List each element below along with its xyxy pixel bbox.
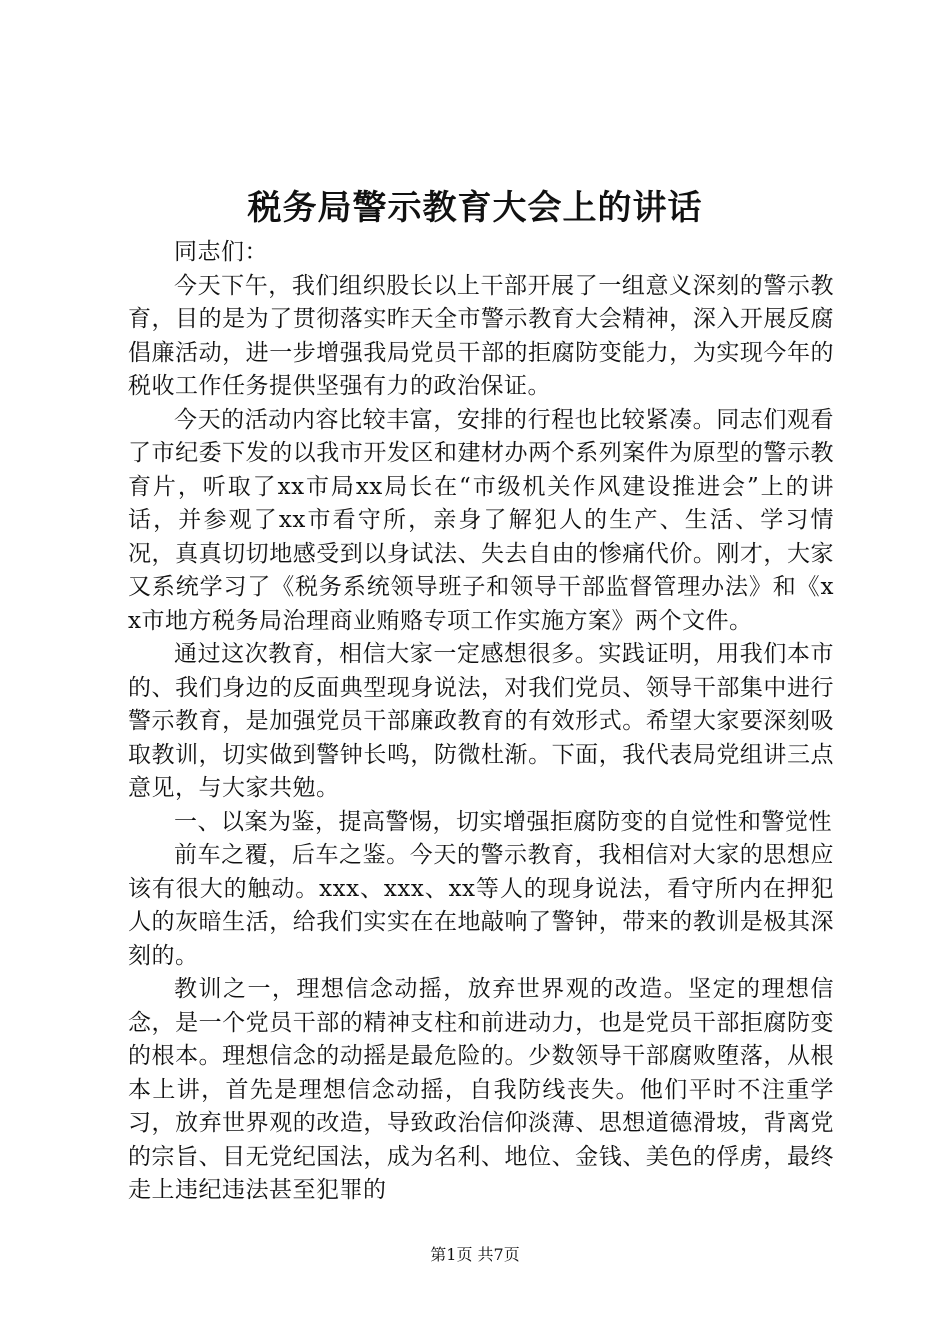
paragraph: 今天的活动内容比较丰富，安排的行程也比较紧凑。同志们观看了市纪委下发的以我市开发区和建材办两个系列案件为原型的警示教育片，听取了xx市局xx局长在“市级机关作风建设推进会”上的讲话，并参观了xx市看守所，亲身了解犯人的生产、生活、学习情况，真真切切地感受到以身试法、失去自由的惨痛代价。刚才，大家又系统学习了《税务系统领导班子和领导干部监督管理办法》和《xx市地方税务局治理商业贿赂专项工作实施方案》两个文件。 — [128, 406, 834, 634]
paragraph: 今天下午，我们组织股长以上干部开展了一组意义深刻的警示教育，目的是为了贯彻落实昨天全市警示教育大会精神，深入开展反腐倡廉活动，进一步增强我局党员干部的拒腐防变能力，为实现今年的税收工作任务提供坚强有力的政治保证。 — [128, 272, 834, 399]
salutation: 同志们： — [174, 239, 268, 265]
document-title: 税务局警示教育大会上的讲话 — [247, 188, 703, 228]
document-body — [128, 236, 834, 1208]
page-number-footer: 第1页 共7页 — [430, 1245, 520, 1264]
paragraph: 教训之一，理想信念动摇，放弃世界观的改造。坚定的理想信念，是一个党员干部的精神支柱和前进动力，也是党员干部拒腐防变的根本。理想信念的动摇是最危险的。少数领导干部腐败堕落，从根本上讲，首先是理想信念动摇，自我防线丧失。他们平时不注重学习，放弃世界观的改造，导致政治信仰淡薄、思想道德滑坡，背离党的宗旨、目无党纪国法，成为名利、地位、金钱、美色的俘虏，最终走上违纪违法甚至犯罪的 — [128, 976, 834, 1203]
section-heading: 一、以案为鉴，提高警惕，切实增强拒腐防变的自觉性和警觉性 — [174, 808, 832, 835]
paragraph: 通过这次教育，相信大家一定感想很多。实践证明，用我们本市的、我们身边的反面典型现身说法，对我们党员、领导干部集中进行警示教育，是加强党员干部廉政教育的有效形式。希望大家要深刻吸取教训，切实做到警钟长鸣，防微杜渐。下面，我代表局党组讲三点意见，与大家共勉。 — [128, 641, 834, 801]
paragraph: 前车之覆，后车之鉴。今天的警示教育，我相信对大家的思想应该有很大的触动。xxx、xxx、xx等人的现身说法，看守所内在押犯人的灰暗生活，给我们实实在在地敲响了警钟，带来的教训是极其深刻的。 — [128, 842, 834, 969]
